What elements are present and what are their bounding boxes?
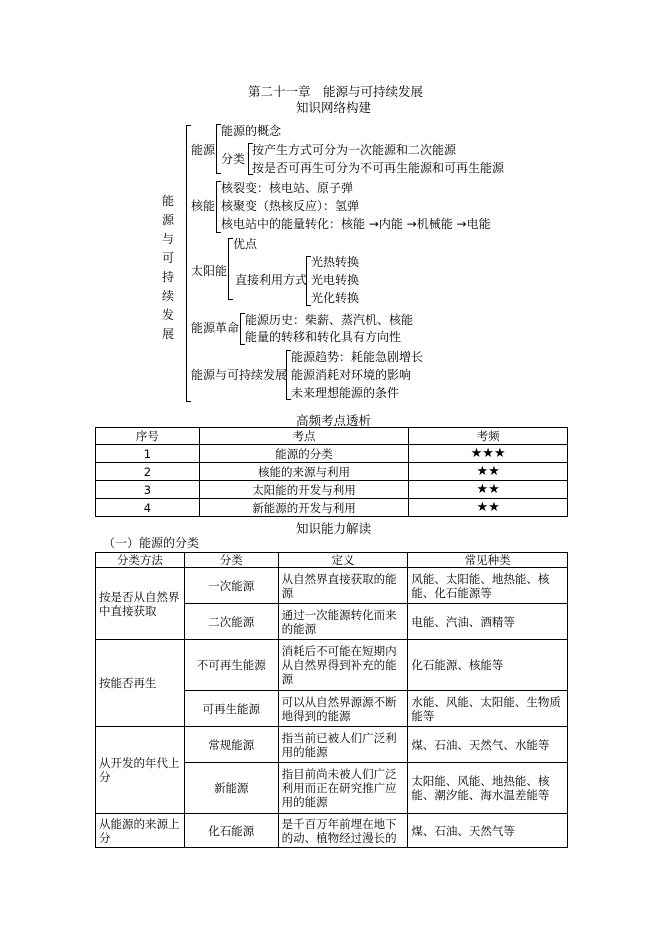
nuclear-item: 核电站中的能量转化：核能 →内能 →机械能 →电能 (221, 217, 491, 231)
root-char: 可 (161, 251, 174, 265)
classify-item: 按是否可再生可分为不可再生能源和可再生能源 (252, 161, 505, 175)
frequency-stars: ★★ (409, 463, 568, 481)
sustainable-item: 未来理想能源的条件 (291, 386, 400, 400)
freq-table (95, 427, 568, 517)
header-cell: 定义 (278, 553, 408, 568)
examples-cell: 太阳能、风能、地热能、核能、潮汐能、海水温差能等 (408, 763, 568, 814)
type-cell: 不可再生能源 (184, 640, 278, 691)
branch-sustainable: 能源与可持续发展 (191, 368, 288, 382)
direct-use-item: 光化转换 (311, 291, 360, 305)
ability-title: 知识能力解读 (296, 521, 372, 536)
root-char: 能 (161, 194, 174, 208)
type-cell: 一次能源 (184, 568, 278, 604)
exam-point: 核能的来源与利用 (199, 463, 409, 481)
header-cell: 考频 (409, 428, 568, 445)
direct-use-label: 直接利用方式 (235, 273, 308, 287)
examples-cell: 化石能源、核能等 (408, 640, 568, 691)
table-row (96, 814, 568, 848)
exam-point: 新能源的开发与利用 (199, 499, 409, 517)
root-char: 续 (161, 289, 174, 303)
examples-cell: 风能、太阳能、地热能、核能、化石能源等 (408, 568, 568, 604)
examples-cell: 煤、石油、天然气等 (408, 814, 568, 848)
chapter-title: 第二十一章 能源与可持续发展 (248, 84, 424, 99)
exam-point: 能源的分类 (199, 445, 409, 463)
page-subtitle: 知识网络构建 (296, 100, 372, 115)
frequency-stars: ★★ (409, 481, 568, 499)
definition-cell: 消耗后不可能在短期内从自然界得到补充的能源 (278, 640, 408, 691)
method-cell: 从能源的来源上分 (96, 814, 185, 848)
freq-title: 高频考点透析 (296, 413, 372, 428)
revolution-item: 能量的转移和转化具有方向性 (245, 330, 402, 344)
row-number: 1 (96, 445, 200, 463)
sustainable-item: 能源消耗对环境的影响 (291, 368, 412, 382)
frequency-stars: ★★★ (409, 445, 568, 463)
root-char: 发 (161, 308, 174, 322)
nuclear-item: 核裂变：核电站、原子弹 (221, 181, 354, 195)
branch-energy: 能源 (191, 143, 216, 157)
root-char: 源 (161, 213, 174, 227)
row-number: 3 (96, 481, 200, 499)
table-row (96, 463, 568, 481)
branch-revolution: 能源革命 (191, 321, 240, 335)
method-cell: 从开发的年代上分 (96, 727, 185, 814)
sustainable-item: 能源趋势：耗能急剧增长 (291, 350, 424, 364)
branch-solar: 太阳能 (191, 264, 228, 278)
type-cell: 常规能源 (184, 727, 278, 763)
type-cell: 新能源 (184, 763, 278, 814)
examples-cell: 水能、风能、太阳能、生物质能等 (408, 691, 568, 727)
table-row (96, 727, 568, 763)
header-cell: 常见种类 (408, 553, 568, 568)
method-cell: 按是否从自然界中直接获取 (96, 568, 185, 640)
branch-nuclear: 核能 (191, 199, 216, 213)
nuclear-item: 核聚变（热核反应）：氢弹 (221, 199, 360, 213)
type-cell: 化石能源 (184, 814, 278, 848)
table-row (96, 568, 568, 604)
header-cell: 序号 (96, 428, 200, 445)
frequency-stars: ★★ (409, 499, 568, 517)
root-char: 与 (161, 232, 174, 246)
classify-item: 按产生方式可分为一次能源和二次能源 (252, 143, 457, 157)
type-cell: 可再生能源 (184, 691, 278, 727)
header-cell: 分类 (184, 553, 278, 568)
definition-cell: 指目前尚未被人们广泛利用而正在研究推广应用的能源 (278, 763, 408, 814)
definition-cell: 是千百万年前埋在地下的动、植物经过漫长的 (278, 814, 408, 848)
exam-point: 太阳能的开发与利用 (199, 481, 409, 499)
header-cell: 分类方法 (96, 553, 185, 568)
root-char: 持 (161, 270, 174, 284)
revolution-item: 能源历史：柴薪、蒸汽机、核能 (245, 313, 414, 327)
examples-cell: 电能、汽油、酒精等 (408, 604, 568, 640)
definition-cell: 通过一次能源转化而来的能源 (278, 604, 408, 640)
method-cell: 按能否再生 (96, 640, 185, 727)
table-row (96, 640, 568, 691)
table-row (96, 481, 568, 499)
header-cell: 考点 (199, 428, 409, 445)
definition-cell: 从自然界直接获取的能源 (278, 568, 408, 604)
classification-table (95, 552, 568, 848)
table-header-row (96, 553, 568, 568)
type-cell: 二次能源 (184, 604, 278, 640)
table-header-row (96, 428, 568, 445)
energy-concept: 能源的概念 (221, 124, 282, 138)
table-row (96, 445, 568, 463)
tree-root-label (161, 192, 175, 344)
definition-cell: 指当前已被人们广泛利用的能源 (278, 727, 408, 763)
table-row (96, 499, 568, 517)
solar-advantage: 优点 (233, 237, 258, 251)
root-char: 展 (161, 327, 174, 341)
definition-cell: 可以从自然界源源不断地得到的能源 (278, 691, 408, 727)
row-number: 4 (96, 499, 200, 517)
examples-cell: 煤、石油、天然气、水能等 (408, 727, 568, 763)
row-number: 2 (96, 463, 200, 481)
classify-label: 分类 (221, 152, 246, 166)
direct-use-item: 光电转换 (311, 273, 360, 287)
section-heading: （一）能源的分类 (103, 536, 200, 550)
direct-use-item: 光热转换 (311, 255, 360, 269)
